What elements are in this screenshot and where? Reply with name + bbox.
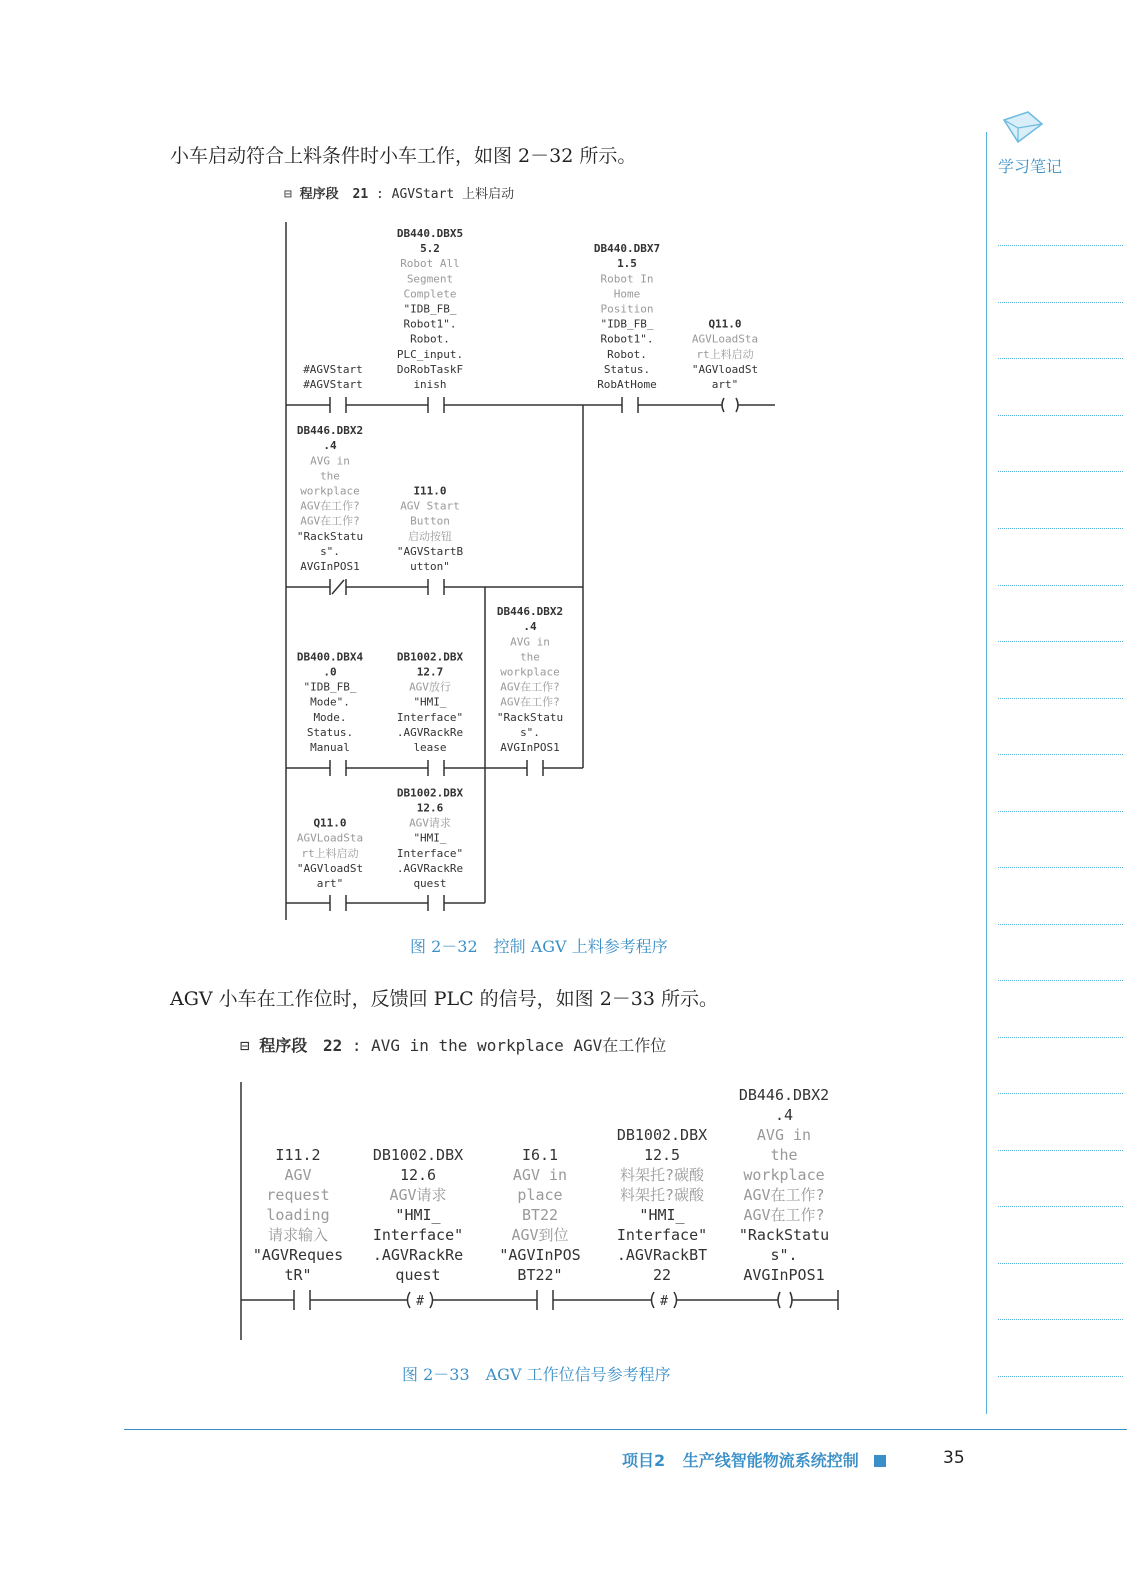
contact-label-line: AGV在工作?	[300, 514, 360, 528]
network-title-21: ⊟ 程序段 21 : AGVStart 上料启动	[284, 187, 515, 202]
contact-label-line: Robot1".	[600, 332, 654, 346]
contact-label-line: Status.	[306, 725, 354, 739]
contact-label-line: DoRobTaskF	[396, 362, 464, 376]
contact-label-line: AGVLoadSta	[296, 831, 364, 845]
contact-label-line: 12.7	[416, 665, 444, 679]
contact-label-line: AVGInPOS1	[300, 560, 360, 573]
contact-label-line: AGV到位	[511, 1226, 569, 1244]
contact-label-line: "IDB_FB_	[303, 680, 357, 694]
contact-label-line: 12.6	[399, 1166, 437, 1184]
contact-label-line: Interface"	[396, 710, 464, 724]
contact-label-line: Mode".	[310, 695, 350, 709]
contact-i11-2	[294, 1290, 310, 1310]
contact-label-line: "AGVloadSt	[296, 861, 364, 875]
contact-label-line: "IDB_FB_	[403, 302, 457, 316]
contact-label-line: workplace	[300, 484, 360, 498]
contact-label-line: Robot1".	[403, 317, 457, 331]
contact-label-line: .4	[323, 439, 337, 453]
collapse-icon: ⊟	[240, 1036, 250, 1055]
contact-label-line: place	[517, 1186, 563, 1204]
contact-label-line: Home	[613, 287, 641, 301]
contact-label-line: AGV在工作?	[743, 1186, 825, 1204]
contact-label-line: AGV Start	[400, 499, 460, 513]
contact-label-line: 5.2	[420, 242, 440, 256]
contact-label-line: 12.6	[416, 801, 444, 815]
notes-label: 学习笔记	[998, 157, 1063, 176]
network-title-22: ⊟ 程序段 22 : AVG in the workplace AGV在工作位	[240, 1036, 667, 1055]
contact-label-line: DB1002.DBX	[616, 1126, 708, 1144]
footer-square-icon	[874, 1455, 886, 1467]
contact-label-line: BT22"	[517, 1266, 563, 1284]
contact-label-line: tR"	[284, 1266, 312, 1284]
contact-label-line: PLC_input.	[396, 347, 464, 361]
contact-label-line: AVG in	[310, 454, 350, 468]
contact-label-line: request	[266, 1186, 330, 1204]
contact-label-line: rt上料启动	[696, 347, 754, 361]
contact-label-line: AGV请求	[409, 816, 451, 830]
contact-label-line: utton"	[410, 560, 450, 573]
network-label: 程序段	[259, 1036, 308, 1055]
contact-label-line: "RackStatu	[296, 529, 364, 543]
contact-label-line: 22	[652, 1266, 672, 1284]
contact-label-line: art"	[316, 877, 344, 890]
network-number: 21	[352, 187, 369, 202]
contact-label-line: DB1002.DBX	[372, 1146, 464, 1164]
contact-label-line: s".	[520, 725, 540, 739]
contact-label-line: workplace	[743, 1166, 825, 1184]
contact-label-line: DB446.DBX2	[296, 424, 364, 438]
footer-running-head	[622, 1448, 886, 1471]
contact-label-line: AGV	[284, 1166, 312, 1184]
page-number: 35	[943, 1448, 965, 1468]
contact-label-line: Robot.	[607, 347, 647, 361]
contact-label-line: #AGVStart	[303, 378, 363, 391]
contact-label-line: .4	[523, 620, 537, 634]
contact-label-line: 请求输入	[267, 1226, 329, 1244]
contact-label-line: Robot In	[600, 272, 654, 286]
contact-label-line: DB440.DBX7	[593, 242, 661, 256]
contact-label-line: "AGVReques	[252, 1246, 344, 1264]
network-number: 22	[322, 1036, 343, 1055]
contact-label-line: .AGVRackRe	[396, 725, 464, 739]
contact-label-line: the	[320, 469, 340, 483]
contact-label-line: "HMI_	[395, 1206, 441, 1224]
contact-label-line: AGV放行	[409, 680, 451, 694]
footer-project: 项目2	[622, 1451, 666, 1470]
contact-label-line: the	[770, 1146, 798, 1164]
contact-label-line: "AGVInPOS	[499, 1246, 581, 1264]
contact-label-line: 启动按钮	[408, 529, 452, 543]
contact-label-line: 12.5	[643, 1146, 681, 1164]
contact-label-line: .AGVRackRe	[396, 861, 464, 875]
coil-avginpos1	[778, 1292, 792, 1308]
contact-label-line: Robot.	[410, 332, 450, 346]
contact-label-line: "AGVStartB	[396, 544, 464, 558]
footer-rule	[124, 1429, 1127, 1430]
contact-label-line: Complete	[403, 287, 457, 301]
contact-label-line: AGVLoadSta	[691, 332, 759, 346]
contact-label-line: DB1002.DBX	[396, 650, 464, 664]
contact-label-line: Button	[410, 514, 450, 528]
contact-label-line: Interface"	[616, 1226, 708, 1244]
contact-label-line: workplace	[500, 665, 560, 679]
contact-label-line: DB1002.DBX	[396, 786, 464, 800]
contact-label-line: 1.5	[617, 257, 637, 271]
contact-label-line: AGV在工作?	[500, 680, 560, 694]
contact-label-line: Robot All	[400, 257, 460, 271]
contact-label-line: "IDB_FB_	[600, 317, 654, 331]
contact-label-line: I11.0	[413, 484, 447, 498]
body-paragraph-1: 小车启动符合上料条件时小车工作，如图 2－32 所示。	[170, 145, 637, 167]
contact-label-line: Status.	[603, 362, 651, 376]
contact-label-line: "HMI_	[413, 695, 447, 709]
contact-label-line: AGV在工作?	[300, 499, 360, 513]
contact-label-line: AGV在工作?	[743, 1206, 825, 1224]
contact-label-line: "AGVloadSt	[691, 362, 759, 376]
contact-label-line: "HMI_	[639, 1206, 685, 1224]
contact-label-line: AGV在工作?	[500, 695, 560, 709]
network-name: AVG in the workplace AGV在工作位	[371, 1036, 667, 1055]
contact-label-line: DB440.DBX5	[396, 227, 464, 240]
contact-label-line: BT22	[521, 1206, 559, 1224]
collapse-icon: ⊟	[284, 187, 292, 202]
contact-label-line: Manual	[310, 741, 350, 754]
contact-label-line: Interface"	[396, 846, 464, 860]
contact-label-line: "RackStatu	[496, 710, 564, 724]
network-name: AGVStart 上料启动	[391, 187, 515, 202]
contact-label-line: Interface"	[372, 1226, 464, 1244]
contact-label-line: s".	[770, 1246, 798, 1264]
contact-label-line: AGV in	[512, 1166, 568, 1184]
contact-label-line: .AGVRackBT	[616, 1246, 708, 1264]
contact-label-line: AVGInPOS1	[743, 1266, 825, 1284]
figure-caption-2-32: 图 2－32 控制 AGV 上料参考程序	[410, 937, 668, 956]
ladder-labels-22	[253, 1086, 829, 1284]
contact-label-line: rt上料启动	[301, 846, 359, 860]
contact-label-line: .AGVRackRe	[372, 1246, 464, 1264]
contact-label-line: the	[520, 650, 540, 664]
contact-label-line: AVGInPOS1	[500, 741, 560, 754]
contact-label-line: Q11.0	[313, 816, 347, 830]
contact-i6-1	[537, 1290, 553, 1310]
contact-label-line: #AGVStart	[303, 362, 363, 376]
contact-label-line: DB400.DBX4	[296, 650, 364, 664]
contact-label-line: lease	[413, 741, 447, 754]
hash-mark-2: #	[660, 1294, 668, 1309]
figure-caption-2-33: 图 2－33 AGV 工作位信号参考程序	[402, 1365, 671, 1384]
contact-label-line: I11.2	[275, 1146, 321, 1164]
contact-label-line: art"	[711, 378, 739, 391]
contact-label-line: .4	[774, 1106, 794, 1124]
contact-label-line: "RackStatu	[738, 1226, 830, 1244]
contact-label-line: DB446.DBX2	[496, 605, 564, 619]
contact-label-line: I6.1	[521, 1146, 559, 1164]
contact-label-line: Segment	[406, 272, 454, 286]
contact-label-line: Q11.0	[708, 317, 742, 331]
contact-label-line: "HMI_	[413, 831, 447, 845]
contact-label-line: Mode.	[313, 710, 347, 724]
contact-label-line: s".	[320, 544, 340, 558]
contact-label-line: 料架托?碳酸	[619, 1166, 705, 1184]
contact-label-line: AVG in	[510, 635, 550, 649]
contact-label-line: inish	[413, 378, 447, 391]
contact-label-line: quest	[395, 1266, 441, 1284]
contact-label-line: AVG in	[756, 1126, 812, 1144]
body-paragraph-2: AGV 小车在工作位时，反馈回 PLC 的信号，如图 2－33 所示。	[170, 988, 719, 1010]
contact-label-line: Position	[600, 302, 654, 316]
contact-label-line: AGV请求	[389, 1186, 447, 1204]
contact-label-line: RobAtHome	[597, 378, 657, 391]
footer-chapter: 生产线智能物流系统控制	[682, 1451, 859, 1470]
contact-label-line: DB446.DBX2	[738, 1086, 830, 1104]
network-label: 程序段	[299, 187, 339, 202]
contact-label-line: .0	[323, 665, 337, 679]
hash-mark-1: #	[416, 1294, 424, 1309]
contact-label-line: 料架托?碳酸	[619, 1186, 705, 1204]
contact-label-line: loading	[266, 1206, 330, 1224]
contact-label-line: quest	[413, 877, 447, 890]
